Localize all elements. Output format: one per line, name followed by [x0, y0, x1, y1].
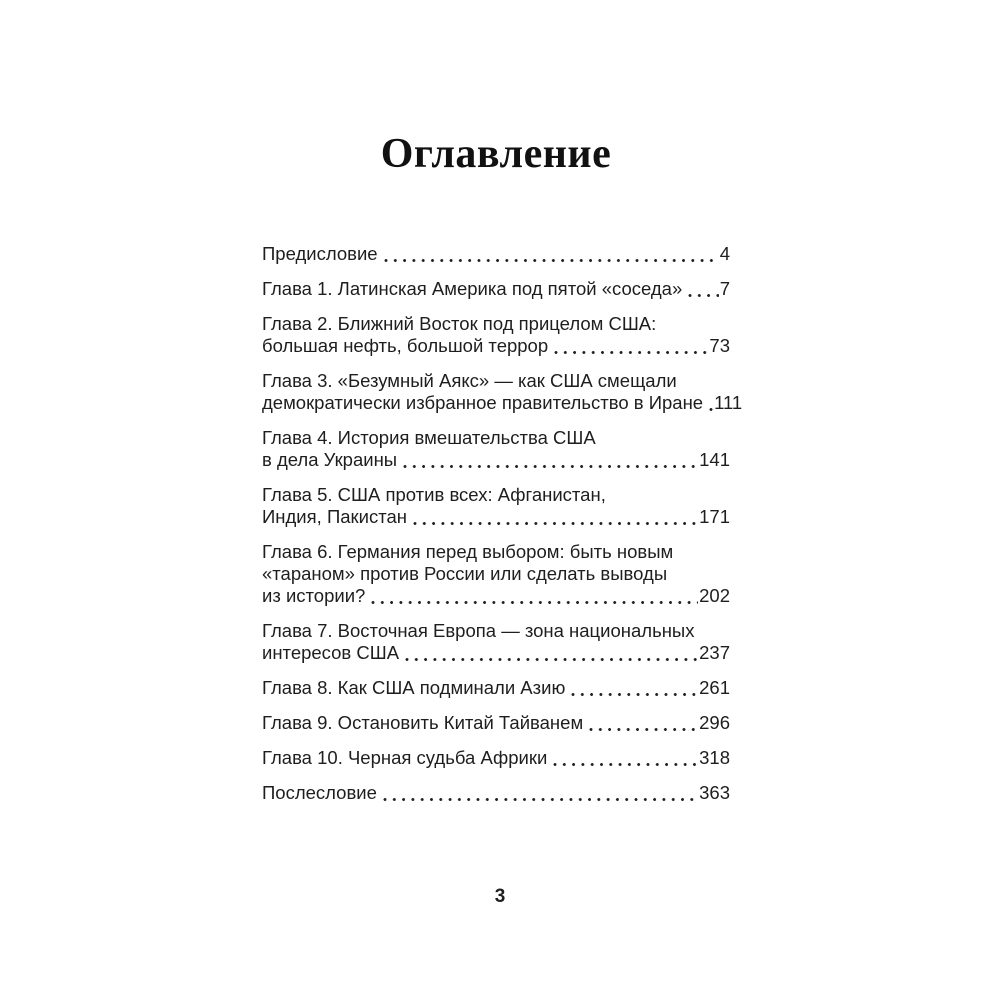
page-number-footer: 3 — [494, 886, 506, 907]
toc-entry-label: в дела Украины — [262, 449, 398, 470]
toc-entry-line — [262, 585, 730, 607]
toc-entry-line — [262, 677, 730, 699]
toc-entry-page-number: 202 — [699, 585, 730, 606]
toc-entry-label: Глава 9. Остановить Китай Тайванем — [262, 712, 584, 733]
toc-entry-line — [262, 243, 730, 265]
toc-entry — [262, 278, 730, 300]
dot-leader — [688, 291, 718, 300]
dot-leader — [405, 655, 698, 664]
toc-entry-page-number: 318 — [699, 747, 730, 768]
toc-entry — [262, 243, 730, 265]
toc-entry-label: Индия, Пакистан — [262, 506, 407, 527]
toc-entry-line — [262, 392, 743, 414]
toc-entry-line — [262, 712, 730, 734]
toc-entry — [262, 620, 730, 664]
toc-entry-page-number: 296 — [699, 712, 730, 733]
toc-entry-line — [262, 541, 730, 563]
toc-content — [262, 0, 743, 817]
toc-entry-label: Глава 10. Черная судьба Африки — [262, 747, 548, 768]
toc-entry-line — [262, 278, 730, 300]
toc-entry-page-number: 141 — [699, 449, 730, 470]
toc-entry-line — [262, 747, 730, 769]
toc-entry-line — [262, 370, 730, 392]
toc-entry-label: Глава 6. Германия перед выбором: быть новым — [262, 541, 674, 562]
toc-entry-label: Глава 1. Латинская Америка под пятой «соседа» — [262, 278, 683, 299]
dot-leader — [403, 462, 698, 471]
toc-entry-page-number: 363 — [699, 782, 730, 803]
toc-entry-label: Глава 8. Как США подминали Азию — [262, 677, 566, 698]
dot-leader — [371, 598, 698, 607]
toc-entry-line — [262, 563, 730, 585]
dot-leader — [384, 256, 719, 265]
toc-entry-label: Предисловие — [262, 243, 378, 264]
toc-entry-line — [262, 620, 730, 642]
toc-entry-line — [262, 449, 730, 471]
toc-entry-line — [262, 782, 730, 804]
toc-entry — [262, 677, 730, 699]
dot-leader — [709, 405, 713, 414]
toc-entry-line — [262, 313, 730, 335]
toc-entry-page-number: 111 — [714, 392, 743, 413]
toc-entry-page-number: 261 — [699, 677, 730, 698]
toc-list — [262, 243, 743, 804]
toc-entry-label: демократически избранное правительство в Иране — [262, 392, 704, 413]
toc-entry-label: интересов США — [262, 642, 400, 663]
toc-entry-page-number: 4 — [719, 243, 730, 264]
toc-entry-line — [262, 427, 730, 449]
toc-entry-line — [262, 335, 730, 357]
toc-entry — [262, 747, 730, 769]
toc-entry — [262, 484, 730, 528]
toc-entry-label: Послесловие — [262, 782, 377, 803]
toc-entry-page-number: 237 — [699, 642, 730, 663]
toc-entry-page-number: 7 — [719, 278, 730, 299]
toc-entry-line — [262, 642, 730, 664]
toc-entry-label: «тараном» против России или сделать выводы — [262, 563, 668, 584]
toc-entry — [262, 712, 730, 734]
toc-entry-page-number: 171 — [699, 506, 730, 527]
toc-entry-label: Глава 4. История вмешательства США — [262, 427, 596, 448]
toc-entry-label: большая нефть, большой террор — [262, 335, 549, 356]
toc-entry-page-number: 73 — [709, 335, 730, 356]
toc-entry — [262, 541, 730, 607]
dot-leader — [413, 519, 698, 528]
dot-leader — [383, 795, 698, 804]
toc-entry — [262, 370, 743, 414]
toc-entry-label: Глава 5. США против всех: Афганистан, — [262, 484, 606, 505]
page-title: Оглавление — [380, 131, 612, 177]
toc-entry-line — [262, 484, 730, 506]
dot-leader — [553, 760, 698, 769]
toc-entry-label: Глава 3. «Безумный Аякс» — как США смещали — [262, 370, 677, 391]
dot-leader — [554, 348, 708, 357]
toc-entry — [262, 427, 730, 471]
dot-leader — [589, 725, 698, 734]
toc-entry-label: Глава 7. Восточная Европа — зона национальных — [262, 620, 695, 641]
toc-entry-line — [262, 506, 730, 528]
toc-entry-label: Глава 2. Ближний Восток под прицелом США: — [262, 313, 657, 334]
toc-entry — [262, 313, 730, 357]
toc-entry-label: из истории? — [262, 585, 366, 606]
toc-entry — [262, 782, 730, 804]
dot-leader — [571, 690, 698, 699]
